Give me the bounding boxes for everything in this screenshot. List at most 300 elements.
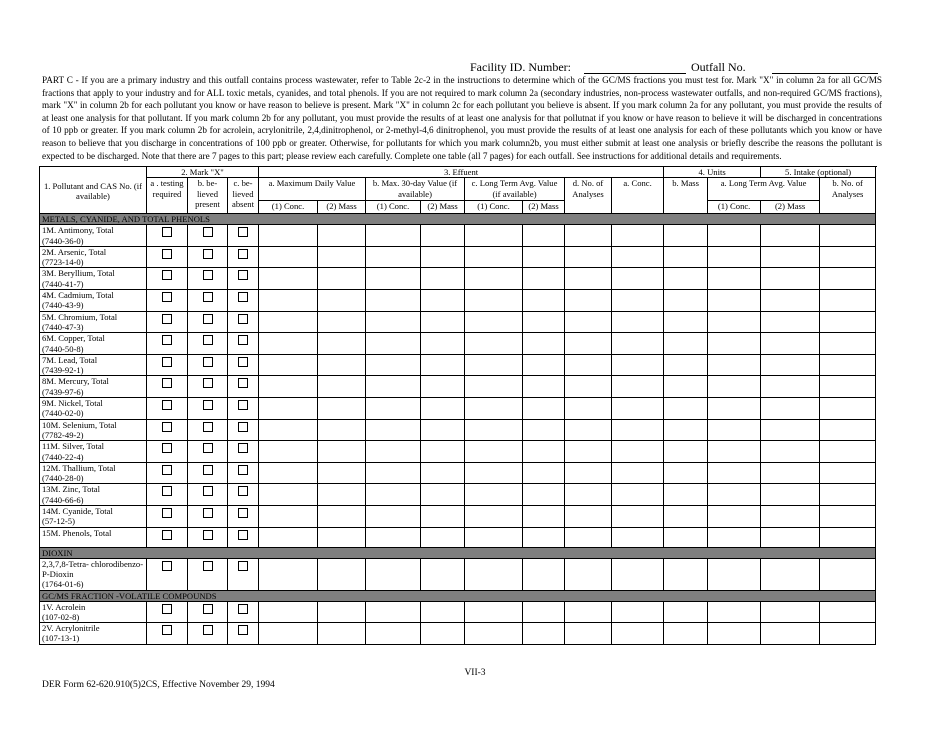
eff-c-conc-input[interactable] xyxy=(465,441,523,463)
intake-a-mass-input[interactable] xyxy=(761,398,820,420)
testing-required-checkbox[interactable] xyxy=(162,314,172,324)
eff-b-conc-input[interactable] xyxy=(366,527,421,547)
intake-a-mass-input[interactable] xyxy=(761,462,820,484)
eff-a-mass-input[interactable] xyxy=(318,484,366,506)
units-b-input[interactable] xyxy=(664,333,708,355)
units-b-input[interactable] xyxy=(664,376,708,398)
units-b-input[interactable] xyxy=(664,441,708,463)
eff-b-conc-input[interactable] xyxy=(366,484,421,506)
eff-a-mass-input[interactable] xyxy=(318,441,366,463)
units-a-input[interactable] xyxy=(612,506,664,528)
eff-a-mass-input[interactable] xyxy=(318,268,366,290)
eff-c-mass-input[interactable] xyxy=(523,506,565,528)
intake-a-conc-input[interactable] xyxy=(708,601,761,623)
believed-present-checkbox[interactable] xyxy=(203,508,213,518)
pollutant-cas: (7440-41-7) xyxy=(42,278,84,289)
eff-a-conc-input[interactable] xyxy=(259,376,318,398)
eff-b-conc-input[interactable] xyxy=(366,225,421,247)
units-a-input[interactable] xyxy=(612,290,664,312)
intake-a-conc-input[interactable] xyxy=(708,558,761,590)
eff-b-conc-input[interactable] xyxy=(366,601,421,623)
eff-c-conc-input[interactable] xyxy=(465,462,523,484)
eff-c-conc-input[interactable] xyxy=(465,419,523,441)
eff-c-conc-input[interactable] xyxy=(465,268,523,290)
eff-b-conc-input[interactable] xyxy=(366,462,421,484)
units-a-input[interactable] xyxy=(612,354,664,376)
units-b-input[interactable] xyxy=(664,268,708,290)
mark-testing-required-cell xyxy=(147,527,188,547)
mark-believed-absent-cell xyxy=(228,225,259,247)
eff-d-input[interactable] xyxy=(565,376,612,398)
mark-believed-absent-cell xyxy=(228,506,259,528)
eff-a-mass-input[interactable] xyxy=(318,398,366,420)
eff-c-mass-input[interactable] xyxy=(523,623,565,645)
mark-believed-present-cell xyxy=(188,419,228,441)
eff-a-mass-input[interactable] xyxy=(318,558,366,590)
eff-a-mass-input[interactable] xyxy=(318,333,366,355)
intake-a-mass-input[interactable] xyxy=(761,354,820,376)
eff-a-conc-input[interactable] xyxy=(259,441,318,463)
testing-required-checkbox[interactable] xyxy=(162,227,172,237)
believed-present-checkbox[interactable] xyxy=(203,443,213,453)
testing-required-checkbox[interactable] xyxy=(162,625,172,635)
intake-a-conc-input[interactable] xyxy=(708,268,761,290)
eff-d-input[interactable] xyxy=(565,354,612,376)
eff-c-conc-input[interactable] xyxy=(465,398,523,420)
col-eff-c-conc: (1) Conc. xyxy=(465,201,523,214)
pollutant-cell xyxy=(40,558,147,590)
intake-b-input[interactable] xyxy=(820,398,876,420)
page-number: VII-3 xyxy=(464,668,486,678)
eff-d-input[interactable] xyxy=(565,290,612,312)
eff-a-mass-input[interactable] xyxy=(318,623,366,645)
intake-b-input[interactable] xyxy=(820,623,876,645)
intake-a-mass-input[interactable] xyxy=(761,601,820,623)
eff-b-mass-input[interactable] xyxy=(421,290,465,312)
testing-required-checkbox[interactable] xyxy=(162,422,172,432)
intake-b-input[interactable] xyxy=(820,333,876,355)
units-b-input[interactable] xyxy=(664,246,708,268)
eff-a-conc-input[interactable] xyxy=(259,398,318,420)
intake-a-mass-input[interactable] xyxy=(761,527,820,547)
intake-b-input[interactable] xyxy=(820,268,876,290)
eff-d-input[interactable] xyxy=(565,601,612,623)
units-a-input[interactable] xyxy=(612,527,664,547)
eff-c-mass-input[interactable] xyxy=(523,376,565,398)
intake-a-conc-input[interactable] xyxy=(708,441,761,463)
intake-a-mass-input[interactable] xyxy=(761,333,820,355)
eff-c-conc-input[interactable] xyxy=(465,623,523,645)
eff-d-input[interactable] xyxy=(565,558,612,590)
believed-present-checkbox[interactable] xyxy=(203,249,213,259)
eff-b-mass-input[interactable] xyxy=(421,462,465,484)
eff-a-conc-input[interactable] xyxy=(259,311,318,333)
testing-required-checkbox[interactable] xyxy=(162,400,172,410)
eff-b-mass-input[interactable] xyxy=(421,558,465,590)
eff-a-conc-input[interactable] xyxy=(259,268,318,290)
pollutant-row xyxy=(40,527,876,547)
believed-absent-checkbox[interactable] xyxy=(238,249,248,259)
pollutant-row xyxy=(40,246,876,268)
mark-testing-required-cell xyxy=(147,419,188,441)
eff-b-conc-input[interactable] xyxy=(366,354,421,376)
testing-required-checkbox[interactable] xyxy=(162,508,172,518)
believed-present-checkbox[interactable] xyxy=(203,486,213,496)
eff-b-conc-input[interactable] xyxy=(366,376,421,398)
eff-b-conc-input[interactable] xyxy=(366,623,421,645)
eff-c-conc-input[interactable] xyxy=(465,290,523,312)
units-a-input[interactable] xyxy=(612,623,664,645)
intake-a-conc-input[interactable] xyxy=(708,462,761,484)
intake-a-mass-input[interactable] xyxy=(761,441,820,463)
believed-absent-checkbox[interactable] xyxy=(238,465,248,475)
eff-c-conc-input[interactable] xyxy=(465,484,523,506)
eff-c-conc-input[interactable] xyxy=(465,527,523,547)
eff-a-conc-input[interactable] xyxy=(259,419,318,441)
believed-absent-checkbox[interactable] xyxy=(238,292,248,302)
eff-a-mass-input[interactable] xyxy=(318,290,366,312)
eff-c-mass-input[interactable] xyxy=(523,601,565,623)
believed-absent-checkbox[interactable] xyxy=(238,604,248,614)
eff-c-mass-input[interactable] xyxy=(523,398,565,420)
testing-required-checkbox[interactable] xyxy=(162,357,172,367)
intake-a-mass-input[interactable] xyxy=(761,376,820,398)
eff-a-conc-input[interactable] xyxy=(259,558,318,590)
units-a-input[interactable] xyxy=(612,311,664,333)
eff-d-input[interactable] xyxy=(565,333,612,355)
eff-b-mass-input[interactable] xyxy=(421,441,465,463)
units-b-input[interactable] xyxy=(664,398,708,420)
intake-b-input[interactable] xyxy=(820,601,876,623)
eff-c-conc-input[interactable] xyxy=(465,376,523,398)
believed-present-checkbox[interactable] xyxy=(203,357,213,367)
mark-believed-present-cell xyxy=(188,462,228,484)
intake-a-conc-input[interactable] xyxy=(708,419,761,441)
eff-b-conc-input[interactable] xyxy=(366,268,421,290)
eff-a-mass-input[interactable] xyxy=(318,246,366,268)
believed-present-checkbox[interactable] xyxy=(203,270,213,280)
believed-absent-checkbox[interactable] xyxy=(238,561,248,571)
section-title: DIOXIN xyxy=(40,547,876,558)
eff-c-conc-input[interactable] xyxy=(465,246,523,268)
intake-a-mass-input[interactable] xyxy=(761,225,820,247)
units-a-input[interactable] xyxy=(612,376,664,398)
eff-b-conc-input[interactable] xyxy=(366,558,421,590)
eff-c-conc-input[interactable] xyxy=(465,311,523,333)
pollutant-cell xyxy=(40,354,147,376)
eff-c-conc-input[interactable] xyxy=(465,354,523,376)
eff-c-mass-input[interactable] xyxy=(523,558,565,590)
eff-c-mass-input[interactable] xyxy=(523,441,565,463)
intake-a-conc-input[interactable] xyxy=(708,623,761,645)
believed-absent-checkbox[interactable] xyxy=(238,270,248,280)
eff-b-mass-input[interactable] xyxy=(421,268,465,290)
eff-b-conc-input[interactable] xyxy=(366,311,421,333)
mark-believed-present-cell xyxy=(188,246,228,268)
eff-a-mass-input[interactable] xyxy=(318,225,366,247)
testing-required-checkbox[interactable] xyxy=(162,335,172,345)
mark-believed-absent-cell xyxy=(228,623,259,645)
intake-b-input[interactable] xyxy=(820,290,876,312)
eff-b-mass-input[interactable] xyxy=(421,354,465,376)
eff-a-mass-input[interactable] xyxy=(318,354,366,376)
eff-a-conc-input[interactable] xyxy=(259,290,318,312)
pollutant-cas: (7440-43-9) xyxy=(42,300,84,311)
eff-a-mass-input[interactable] xyxy=(318,601,366,623)
eff-b-conc-input[interactable] xyxy=(366,333,421,355)
units-a-input[interactable] xyxy=(612,398,664,420)
testing-required-checkbox[interactable] xyxy=(162,465,172,475)
eff-d-input[interactable] xyxy=(565,506,612,528)
eff-b-mass-input[interactable] xyxy=(421,333,465,355)
eff-b-mass-input[interactable] xyxy=(421,398,465,420)
eff-c-conc-input[interactable] xyxy=(465,225,523,247)
eff-b-mass-input[interactable] xyxy=(421,601,465,623)
units-b-input[interactable] xyxy=(664,419,708,441)
eff-c-mass-input[interactable] xyxy=(523,419,565,441)
eff-c-conc-input[interactable] xyxy=(465,333,523,355)
intake-a-mass-input[interactable] xyxy=(761,246,820,268)
units-b-input[interactable] xyxy=(664,462,708,484)
testing-required-checkbox[interactable] xyxy=(162,486,172,496)
mark-believed-present-cell xyxy=(188,506,228,528)
believed-present-checkbox[interactable] xyxy=(203,530,213,540)
eff-b-conc-input[interactable] xyxy=(366,441,421,463)
believed-absent-checkbox[interactable] xyxy=(238,625,248,635)
intake-a-conc-input[interactable] xyxy=(708,484,761,506)
eff-c-mass-input[interactable] xyxy=(523,484,565,506)
eff-a-conc-input[interactable] xyxy=(259,623,318,645)
eff-b-mass-input[interactable] xyxy=(421,623,465,645)
units-b-input[interactable] xyxy=(664,484,708,506)
intake-a-conc-input[interactable] xyxy=(708,376,761,398)
intake-b-input[interactable] xyxy=(820,225,876,247)
pollutant-cas: (107-13-1) xyxy=(42,633,80,644)
eff-a-mass-input[interactable] xyxy=(318,527,366,547)
believed-present-checkbox[interactable] xyxy=(203,465,213,475)
eff-a-conc-input[interactable] xyxy=(259,506,318,528)
eff-a-mass-input[interactable] xyxy=(318,419,366,441)
eff-b-mass-input[interactable] xyxy=(421,527,465,547)
units-b-input[interactable] xyxy=(664,601,708,623)
intake-a-conc-input[interactable] xyxy=(708,398,761,420)
intake-b-input[interactable] xyxy=(820,484,876,506)
mark-believed-present-cell xyxy=(188,333,228,355)
units-a-input[interactable] xyxy=(612,484,664,506)
eff-c-mass-input[interactable] xyxy=(523,225,565,247)
eff-b-mass-input[interactable] xyxy=(421,225,465,247)
believed-absent-checkbox[interactable] xyxy=(238,335,248,345)
eff-a-conc-input[interactable] xyxy=(259,484,318,506)
intake-a-mass-input[interactable] xyxy=(761,419,820,441)
intake-a-conc-input[interactable] xyxy=(708,246,761,268)
believed-present-checkbox[interactable] xyxy=(203,314,213,324)
eff-c-mass-input[interactable] xyxy=(523,462,565,484)
believed-absent-checkbox[interactable] xyxy=(238,443,248,453)
eff-b-conc-input[interactable] xyxy=(366,419,421,441)
section-title: GC/MS FRACTION -VOLATILE COMPOUNDS xyxy=(40,590,876,601)
eff-b-conc-input[interactable] xyxy=(366,246,421,268)
believed-present-checkbox[interactable] xyxy=(203,604,213,614)
units-b-input[interactable] xyxy=(664,527,708,547)
believed-present-checkbox[interactable] xyxy=(203,378,213,388)
eff-c-conc-input[interactable] xyxy=(465,506,523,528)
intake-a-mass-input[interactable] xyxy=(761,268,820,290)
intake-b-input[interactable] xyxy=(820,506,876,528)
intake-a-conc-input[interactable] xyxy=(708,333,761,355)
pollutant-cas: (7440-28-0) xyxy=(42,473,84,484)
pollutant-cell xyxy=(40,527,147,547)
units-b-input[interactable] xyxy=(664,623,708,645)
eff-d-input[interactable] xyxy=(565,462,612,484)
eff-b-mass-input[interactable] xyxy=(421,376,465,398)
eff-c-mass-input[interactable] xyxy=(523,354,565,376)
eff-a-conc-input[interactable] xyxy=(259,225,318,247)
pollutant-cas: (7439-97-6) xyxy=(42,386,84,397)
eff-b-mass-input[interactable] xyxy=(421,246,465,268)
units-b-input[interactable] xyxy=(664,506,708,528)
intake-b-input[interactable] xyxy=(820,354,876,376)
eff-c-mass-input[interactable] xyxy=(523,527,565,547)
units-b-input[interactable] xyxy=(664,354,708,376)
intake-b-input[interactable] xyxy=(820,311,876,333)
eff-b-mass-input[interactable] xyxy=(421,506,465,528)
eff-c-mass-input[interactable] xyxy=(523,246,565,268)
units-a-input[interactable] xyxy=(612,441,664,463)
believed-absent-checkbox[interactable] xyxy=(238,400,248,410)
units-a-input[interactable] xyxy=(612,268,664,290)
eff-d-input[interactable] xyxy=(565,246,612,268)
units-a-input[interactable] xyxy=(612,601,664,623)
eff-c-mass-input[interactable] xyxy=(523,268,565,290)
intake-a-conc-input[interactable] xyxy=(708,290,761,312)
eff-b-mass-input[interactable] xyxy=(421,311,465,333)
testing-required-checkbox[interactable] xyxy=(162,249,172,259)
pollutant-cas: (7439-92-1) xyxy=(42,365,84,376)
eff-c-mass-input[interactable] xyxy=(523,311,565,333)
testing-required-checkbox[interactable] xyxy=(162,270,172,280)
believed-absent-checkbox[interactable] xyxy=(238,486,248,496)
intake-a-conc-input[interactable] xyxy=(708,506,761,528)
testing-required-checkbox[interactable] xyxy=(162,292,172,302)
believed-present-checkbox[interactable] xyxy=(203,400,213,410)
eff-b-conc-input[interactable] xyxy=(366,398,421,420)
believed-present-checkbox[interactable] xyxy=(203,422,213,432)
eff-a-mass-input[interactable] xyxy=(318,506,366,528)
intake-a-mass-input[interactable] xyxy=(761,484,820,506)
units-b-input[interactable] xyxy=(664,558,708,590)
intake-a-mass-input[interactable] xyxy=(761,311,820,333)
intake-a-conc-input[interactable] xyxy=(708,311,761,333)
units-b-input[interactable] xyxy=(664,290,708,312)
believed-present-checkbox[interactable] xyxy=(203,227,213,237)
eff-b-mass-input[interactable] xyxy=(421,419,465,441)
intake-b-input[interactable] xyxy=(820,462,876,484)
eff-d-input[interactable] xyxy=(565,441,612,463)
eff-c-mass-input[interactable] xyxy=(523,333,565,355)
believed-present-checkbox[interactable] xyxy=(203,561,213,571)
units-a-input[interactable] xyxy=(612,419,664,441)
eff-a-conc-input[interactable] xyxy=(259,462,318,484)
eff-c-conc-input[interactable] xyxy=(465,558,523,590)
eff-c-conc-input[interactable] xyxy=(465,601,523,623)
intake-b-input[interactable] xyxy=(820,441,876,463)
intake-b-input[interactable] xyxy=(820,246,876,268)
eff-a-conc-input[interactable] xyxy=(259,527,318,547)
eff-a-conc-input[interactable] xyxy=(259,333,318,355)
eff-d-input[interactable] xyxy=(565,311,612,333)
units-a-input[interactable] xyxy=(612,333,664,355)
units-a-input[interactable] xyxy=(612,225,664,247)
units-b-input[interactable] xyxy=(664,225,708,247)
eff-a-mass-input[interactable] xyxy=(318,462,366,484)
eff-b-conc-input[interactable] xyxy=(366,290,421,312)
believed-absent-checkbox[interactable] xyxy=(238,378,248,388)
eff-c-mass-input[interactable] xyxy=(523,290,565,312)
eff-d-input[interactable] xyxy=(565,419,612,441)
intake-a-mass-input[interactable] xyxy=(761,290,820,312)
eff-a-conc-input[interactable] xyxy=(259,354,318,376)
eff-a-conc-input[interactable] xyxy=(259,246,318,268)
intake-b-input[interactable] xyxy=(820,419,876,441)
believed-present-checkbox[interactable] xyxy=(203,625,213,635)
eff-a-conc-input[interactable] xyxy=(259,601,318,623)
testing-required-checkbox[interactable] xyxy=(162,443,172,453)
believed-present-checkbox[interactable] xyxy=(203,292,213,302)
units-b-input[interactable] xyxy=(664,311,708,333)
intake-a-mass-input[interactable] xyxy=(761,558,820,590)
testing-required-checkbox[interactable] xyxy=(162,604,172,614)
eff-b-conc-input[interactable] xyxy=(366,506,421,528)
believed-absent-checkbox[interactable] xyxy=(238,422,248,432)
mark-testing-required-cell xyxy=(147,558,188,590)
eff-d-input[interactable] xyxy=(565,484,612,506)
units-a-input[interactable] xyxy=(612,246,664,268)
believed-present-checkbox[interactable] xyxy=(203,335,213,345)
eff-d-input[interactable] xyxy=(565,623,612,645)
mark-believed-absent-cell xyxy=(228,333,259,355)
pollutant-name: 12M. Thallium, Total xyxy=(42,462,116,473)
eff-d-input[interactable] xyxy=(565,527,612,547)
intake-b-input[interactable] xyxy=(820,527,876,547)
testing-required-checkbox[interactable] xyxy=(162,378,172,388)
intake-b-input[interactable] xyxy=(820,376,876,398)
intake-a-mass-input[interactable] xyxy=(761,623,820,645)
eff-a-mass-input[interactable] xyxy=(318,376,366,398)
intake-a-conc-input[interactable] xyxy=(708,527,761,547)
believed-absent-checkbox[interactable] xyxy=(238,508,248,518)
col-effluent: 3. Effuent xyxy=(259,167,664,178)
eff-d-input[interactable] xyxy=(565,268,612,290)
believed-absent-checkbox[interactable] xyxy=(238,357,248,367)
units-a-input[interactable] xyxy=(612,462,664,484)
eff-a-mass-input[interactable] xyxy=(318,311,366,333)
units-a-input[interactable] xyxy=(612,558,664,590)
intake-a-conc-input[interactable] xyxy=(708,225,761,247)
believed-absent-checkbox[interactable] xyxy=(238,530,248,540)
believed-absent-checkbox[interactable] xyxy=(238,314,248,324)
testing-required-checkbox[interactable] xyxy=(162,561,172,571)
eff-d-input[interactable] xyxy=(565,225,612,247)
eff-b-mass-input[interactable] xyxy=(421,484,465,506)
pollutant-row xyxy=(40,462,876,484)
eff-d-input[interactable] xyxy=(565,398,612,420)
believed-absent-checkbox[interactable] xyxy=(238,227,248,237)
testing-required-checkbox[interactable] xyxy=(162,530,172,540)
intake-a-mass-input[interactable] xyxy=(761,506,820,528)
intake-b-input[interactable] xyxy=(820,558,876,590)
intake-a-conc-input[interactable] xyxy=(708,354,761,376)
